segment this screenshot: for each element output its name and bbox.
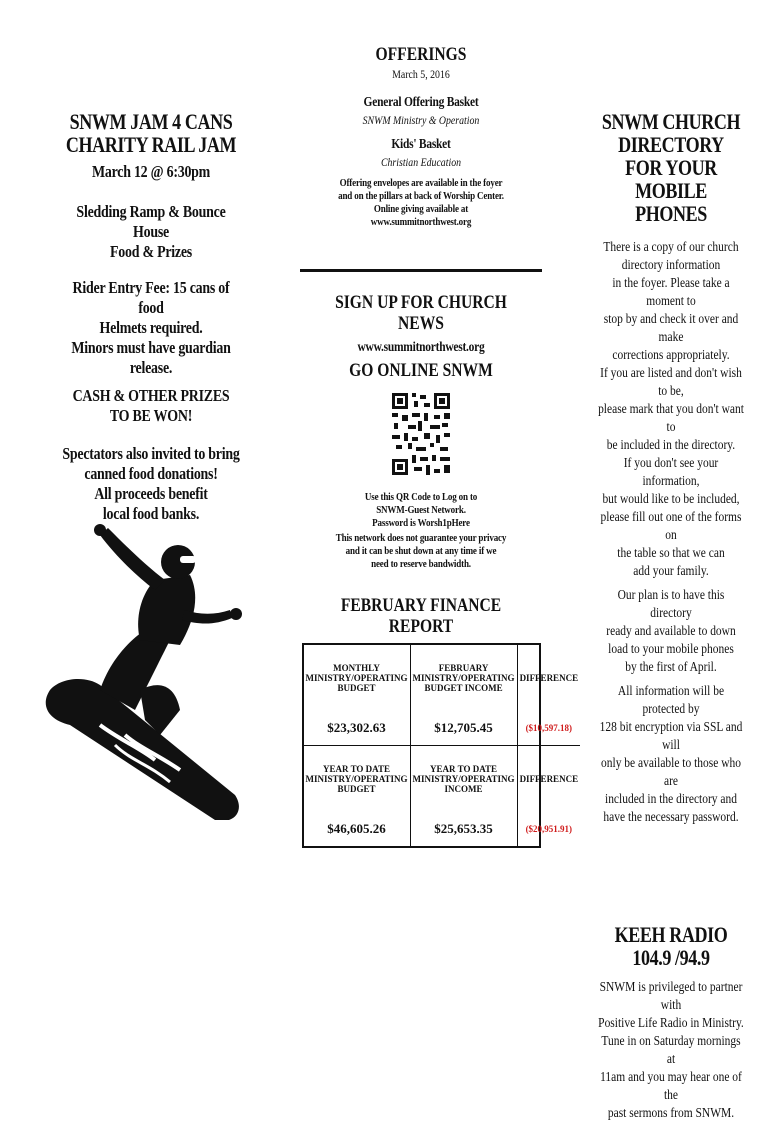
finance-value-cell: $25,653.35 (410, 812, 517, 846)
finance-difference-cell: ($20,951.91) (525, 824, 573, 834)
qr-line-1: Use this QR Code to Log on to (364, 491, 478, 503)
directory-security-text: have the necessary password. (603, 810, 739, 825)
cash-line-1: CASH & OTHER PRIZES (72, 386, 230, 405)
qr-line-4: This network does not guarantee your privacy (335, 532, 507, 544)
finance-header-cell: YEAR TO DATE MINISTRY/OPERATING BUDGET (304, 746, 411, 813)
directory-plan-text: ready and available to down (606, 624, 736, 639)
directory-security-text: All information will be protected by (617, 684, 725, 717)
qr-line-3: Password is Worsh1pHere (372, 517, 470, 529)
directory-text: please fill out one of the forms on (600, 510, 742, 543)
rail-jam-title-2: CHARITY RAIL JAM (65, 132, 237, 157)
directory-text: in the foyer. Please take a moment to (612, 276, 730, 309)
signup-title: SIGN UP FOR CHURCH NEWS (335, 292, 507, 334)
radio-title-1: KEEH RADIO (614, 922, 728, 947)
table-row (304, 812, 581, 846)
radio-title-2: 104.9 /94.9 (632, 945, 710, 970)
directory-plan-text: by the first of April. (625, 660, 717, 675)
radio-text: 11am and you may hear one of the (600, 1070, 742, 1103)
spectators-line-2: canned food donations! (84, 464, 218, 483)
qr-line-6: need to reserve bandwidth. (371, 558, 471, 570)
directory-security-text: included in the directory and (605, 792, 737, 807)
offerings-title: OFFERINGS (375, 44, 467, 65)
directory-title-4: PHONES (635, 201, 707, 226)
radio-text: SNWM is privileged to partner with (599, 980, 743, 1013)
qr-line-2: SNWM-Guest Network. (376, 504, 466, 516)
rail-jam-date: March 12 @ 6:30pm (91, 162, 211, 181)
directory-text: There is a copy of our church (603, 240, 739, 255)
qr-code-icon[interactable] (390, 391, 452, 477)
kids-basket-sub: Christian Education (380, 155, 462, 169)
finance-value-cell: $12,705.45 (410, 711, 517, 746)
cash-line-2: TO BE WON! (109, 406, 193, 425)
envelope-line-4: www.summitnorthwest.org (370, 216, 472, 228)
finance-value-cell: $23,302.63 (304, 711, 411, 746)
qr-line-5: and it can be shut down at any time if we (345, 545, 497, 557)
spectators-line-4: local food banks. (102, 504, 200, 523)
activities-line-2: Food & Prizes (110, 242, 192, 261)
finance-difference-cell: ($10,597.18) (525, 723, 573, 733)
section-divider (300, 269, 542, 272)
directory-title-3: FOR YOUR MOBILE (625, 155, 717, 203)
envelope-line-1: Offering envelopes are available in the foyer (339, 177, 503, 189)
signup-url[interactable]: www.summitnorthwest.org (357, 340, 485, 355)
snowboarder-icon (30, 520, 260, 820)
directory-title-1: SNWM CHURCH (601, 109, 741, 134)
offerings-section (300, 44, 579, 848)
entry-line-1: Rider Entry Fee: 15 cans of food (72, 278, 230, 317)
kids-basket: Kids' Basket (391, 137, 451, 152)
table-row (304, 746, 581, 813)
directory-text: corrections appropriately. (612, 348, 730, 363)
directory-plan-text: load to your mobile phones (608, 642, 734, 657)
directory-text: If you are listed and don't wish to be, (600, 366, 742, 399)
finance-header-cell: DIFFERENCE (517, 746, 580, 813)
directory-text: add your family. (633, 564, 709, 579)
rail-jam-title-1: SNWM JAM 4 CANS (69, 109, 233, 134)
entry-line-2: Helmets required. (99, 318, 203, 337)
envelope-line-3: Online giving available at (373, 203, 469, 215)
directory-text: If you don't see your information, (623, 456, 719, 489)
radio-text: Tune in on Saturday mornings at (601, 1034, 741, 1067)
directory-text: stop by and check it over and make (603, 312, 739, 345)
directory-text: please mark that you don't want to (598, 402, 744, 435)
directory-title-2: DIRECTORY (618, 132, 724, 157)
finance-table (302, 643, 579, 848)
directory-plan-text: Our plan is to have this directory (617, 588, 725, 621)
offerings-date: March 5, 2016 (392, 67, 450, 81)
directory-text: directory information (621, 258, 721, 273)
spectators-line-1: Spectators also invited to bring (62, 444, 240, 463)
activities-line-1: Sledding Ramp & Bounce House (76, 202, 226, 241)
rail-jam-section (40, 110, 262, 524)
finance-header-cell: DIFFERENCE (519, 673, 579, 683)
general-basket: General Offering Basket (363, 95, 479, 110)
table-row (304, 711, 581, 746)
directory-text: be included in the directory. (606, 438, 736, 453)
envelope-line-2: and on the pillars at back of Worship Center. (338, 190, 504, 202)
entry-line-3: Minors must have guardian release. (71, 338, 231, 377)
finance-header-cell: FEBRUARY MINISTRY/OPERATING BUDGET INCOME (410, 645, 517, 711)
finance-header-cell: YEAR TO DATE MINISTRY/OPERATING INCOME (410, 746, 517, 813)
directory-security-text: only be available to those who are (601, 756, 741, 789)
directory-text: but would like to be included, (602, 492, 740, 507)
finance-value-cell: $46,605.26 (304, 812, 411, 846)
go-online-title: GO ONLINE SNWM (349, 360, 493, 381)
finance-title: FEBRUARY FINANCE REPORT (340, 595, 502, 637)
table-row (304, 645, 581, 711)
directory-section (582, 110, 760, 1123)
directory-text: the table so that we can (617, 546, 725, 561)
general-basket-sub: SNWM Ministry & Operation (362, 113, 480, 127)
radio-text: Positive Life Radio in Ministry. (598, 1016, 744, 1031)
spectators-line-3: All proceeds benefit (94, 484, 208, 503)
finance-header-cell: MONTHLY MINISTRY/OPERATING BUDGET (304, 645, 411, 711)
radio-text: past sermons from SNWM. (607, 1106, 735, 1121)
directory-security-text: 128 bit encryption via SSL and will (599, 720, 743, 753)
